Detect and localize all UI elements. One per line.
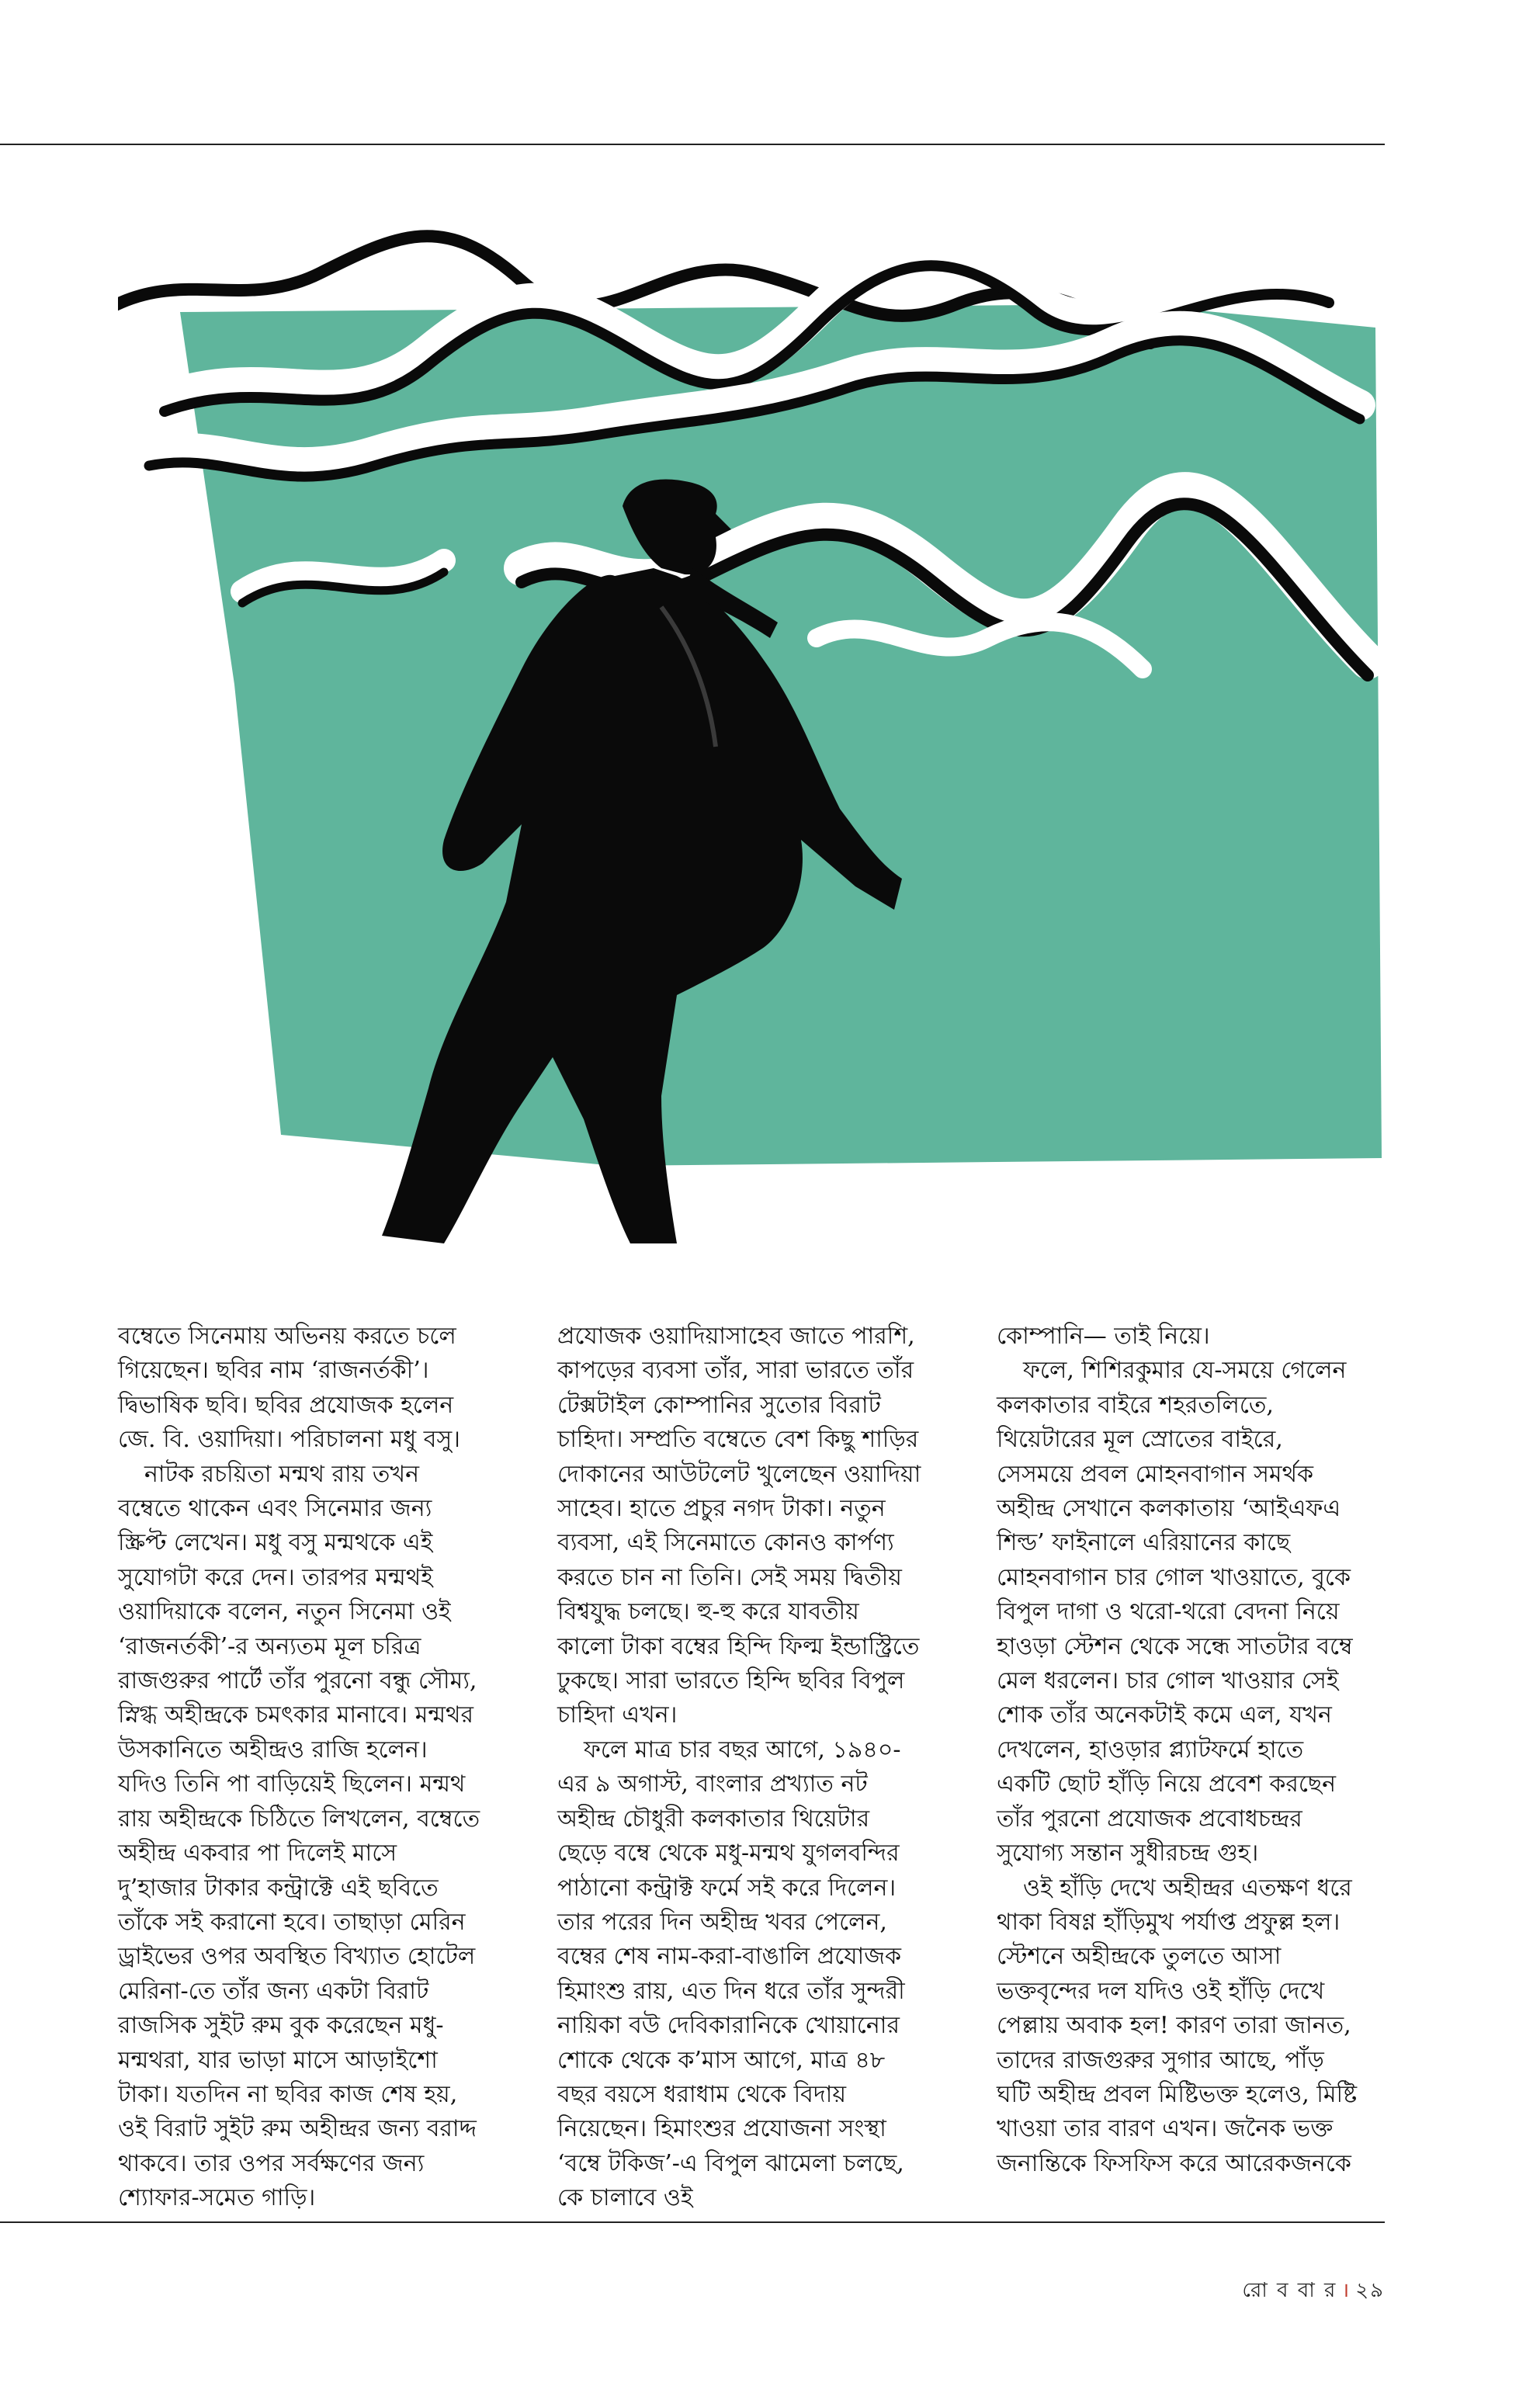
paragraph: নাটক রচয়িতা মন্মথ রায় তখন বম্বেতে থাকেন এবং সিনেমার জন্য স্ক্রিপ্ট লেখেন। মধু বসু মন্মথকে এই সুযোগটা করে দেন। তারপর মন্মথই ওয়াদিয়াকে বলেন, নতুন সিনেমা ওই ‘রাজনর্তকী’-র অন্যতম মূল চরিত্র রাজগুরুর পার্টে তাঁর পুরনো বন্ধু সৌম্য, স্নিগ্ধ অহীন্দ্রকে চমৎকার মানাবে। মন্মথর উসকানিতে অহীন্দ্রও রাজি হলেন। যদিও তিনি পা বাড়িয়েই ছিলেন। মন্মথ রায় অহীন্দ্রকে চিঠিতে লিখলেন, বম্বেতে অহীন্দ্র একবার পা দিলেই মাসে দু’হাজার টাকার কন্ট্রাক্টে এই ছবিতে তাঁকে সই করানো হবে। তাছাড়া মেরিন ড্রাইভের ওপর অবস্থিত বিখ্যাত হোটেল মেরিনা-তে তাঁর জন্য একটা বিরাট রাজসিক সুইট রুম বুক করেছেন মধু-মন্মথরা, যার ভাড়া মাসে আড়াইশো টাকা। যতদিন না ছবির কাজ শেষ হয়, ওই বিরাট সুইট রুম অহীন্দ্রর জন্য বরাদ্দ থাকবে। তার ওপর সর্বক্ষণের জন্য শ্যোফার-সমেত গাড়ি। — [118, 1460, 480, 2212]
text-column-3 — [997, 1320, 1361, 2181]
paragraph: ফলে, শিশিরকুমার যে-সময়ে গেলেন কলকাতার বাইরে শহরতলিতে, থিয়েটারের মূল স্রোতের বাইরে, সেসময়ে প্রবল মোহনবাগান সমর্থক অহীন্দ্র সেখানে কলকাতায় ‘আইএফএ শিল্ড’ ফাইনালে এরিয়ানের কাছে মোহনবাগান চার গোল খাওয়াতে, বুকে বিপুল দাগা ও থরো-থরো বেদনা নিয়ে হাওড়া স্টেশন থেকে সন্ধে সাতটার বম্বে মেল ধরলেন। চার গোল খাওয়ার সেই শোক তাঁর অনেকটাই কমে এল, যখন দেখলেন, হাওড়ার প্ল্যাটফর্মে হাতে একটি ছোট হাঁড়ি নিয়ে প্রবেশ করছেন তাঁর পুরনো প্রযোজক প্রবোধচন্দ্রর সুযোগ্য সন্তান সুধীরচন্দ্র গুহ। — [997, 1357, 1353, 1868]
page-footer — [1242, 2274, 1385, 2308]
paragraph: ওই হাঁড়ি দেখে অহীন্দ্রর এতক্ষণ ধরে থাকা বিষণ্ণ হাঁড়িমুখ পর্যাপ্ত প্রফুল্ল হল। স্টেশনে অহীন্দ্রকে তুলতে আসা ভক্তবৃন্দের দল যদিও ওই হাঁড়ি দেখে পেল্লায় অবাক হল! কারণ তারা জানত, তাদের রাজগুরুর সুগার আছে, পাঁড় ঘটি অহীন্দ্র প্রবল মিষ্টিভক্ত হলেও, মিষ্টি খাওয়া তার বারণ এখন। জনৈক ভক্ত জনান্তিকে ফিসফিস করে আরেকজনকে — [997, 1874, 1358, 2177]
paragraph: প্রযোজক ওয়াদিয়াসাহেব জাতে পারশি, কাপড়ের ব্যবসা তাঁর, সারা ভারতে তাঁর টেক্সটাইল কোম্পানির সুতোর বিরাট চাহিদা। সম্প্রতি বম্বেতে বেশ কিছু শাড়ির দোকানের আউটলেট খুলেছেন ওয়াদিয়া সাহেব। হাতে প্রচুর নগদ টাকা। নতুন ব্যবসা, এই সিনেমাতে কোনও কার্পণ্য করতে চান না তিনি। সেই সময় দ্বিতীয় বিশ্বযুদ্ধ চলছে। হু-হু করে যাবতীয় কালো টাকা বম্বের হিন্দি ফিল্ম ইন্ডাস্ট্রিতে ঢুকছে। সারা ভারতে হিন্দি ছবির বিপুল চাহিদা এখন। — [557, 1323, 921, 1729]
top-rule — [0, 144, 1385, 145]
bottom-rule — [0, 2221, 1385, 2223]
footer-separator: । — [1341, 2279, 1351, 2302]
text-column-1 — [118, 1320, 483, 2216]
text-column-2 — [557, 1320, 922, 2216]
illustration-art — [118, 203, 1385, 1270]
paragraph: বম্বেতে সিনেমায় অভিনয় করতে চলে গিয়েছেন। ছবির নাম ‘রাজনর্তকী’। দ্বিভাষিক ছবি। ছবির প্রযোজক হলেন জে. বি. ওয়াদিয়া। পরিচালনা মধু বসু। — [118, 1323, 460, 1454]
paragraph: কোম্পানি— তাই নিয়ে। — [997, 1323, 1210, 1350]
magazine-name: রো ব বা র — [1242, 2279, 1337, 2302]
illustration — [118, 203, 1385, 1270]
paragraph: ফলে মাত্র চার বছর আগে, ১৯৪০-এর ৯ অগাস্ট, বাংলার প্রখ্যাত নট অহীন্দ্র চৌধুরী কলকাতার থিয়েটার ছেড়ে বম্বে থেকে মধু-মন্মথ যুগলবন্দির পাঠানো কন্ট্রাক্ট ফর্মে সই করে দিলেন। তার পরের দিন অহীন্দ্র খবর পেলেন, বম্বের শেষ নাম-করা-বাঙালি প্রযোজক হিমাংশু রায়, এত দিন ধরে তাঁর সুন্দরী নায়িকা বউ দেবিকারানিকে খোয়ানোর শোকে থেকে ক’মাস আগে, মাত্র ৪৮ বছর বয়সে ধরাধাম থেকে বিদায় নিয়েছেন। হিমাংশুর প্রযোজনা সংস্থা ‘বম্বে টকিজ’-এ বিপুল ঝামেলা চলছে, কে চালাবে ওই — [557, 1736, 905, 2212]
page-number: ২৯ — [1355, 2279, 1385, 2302]
